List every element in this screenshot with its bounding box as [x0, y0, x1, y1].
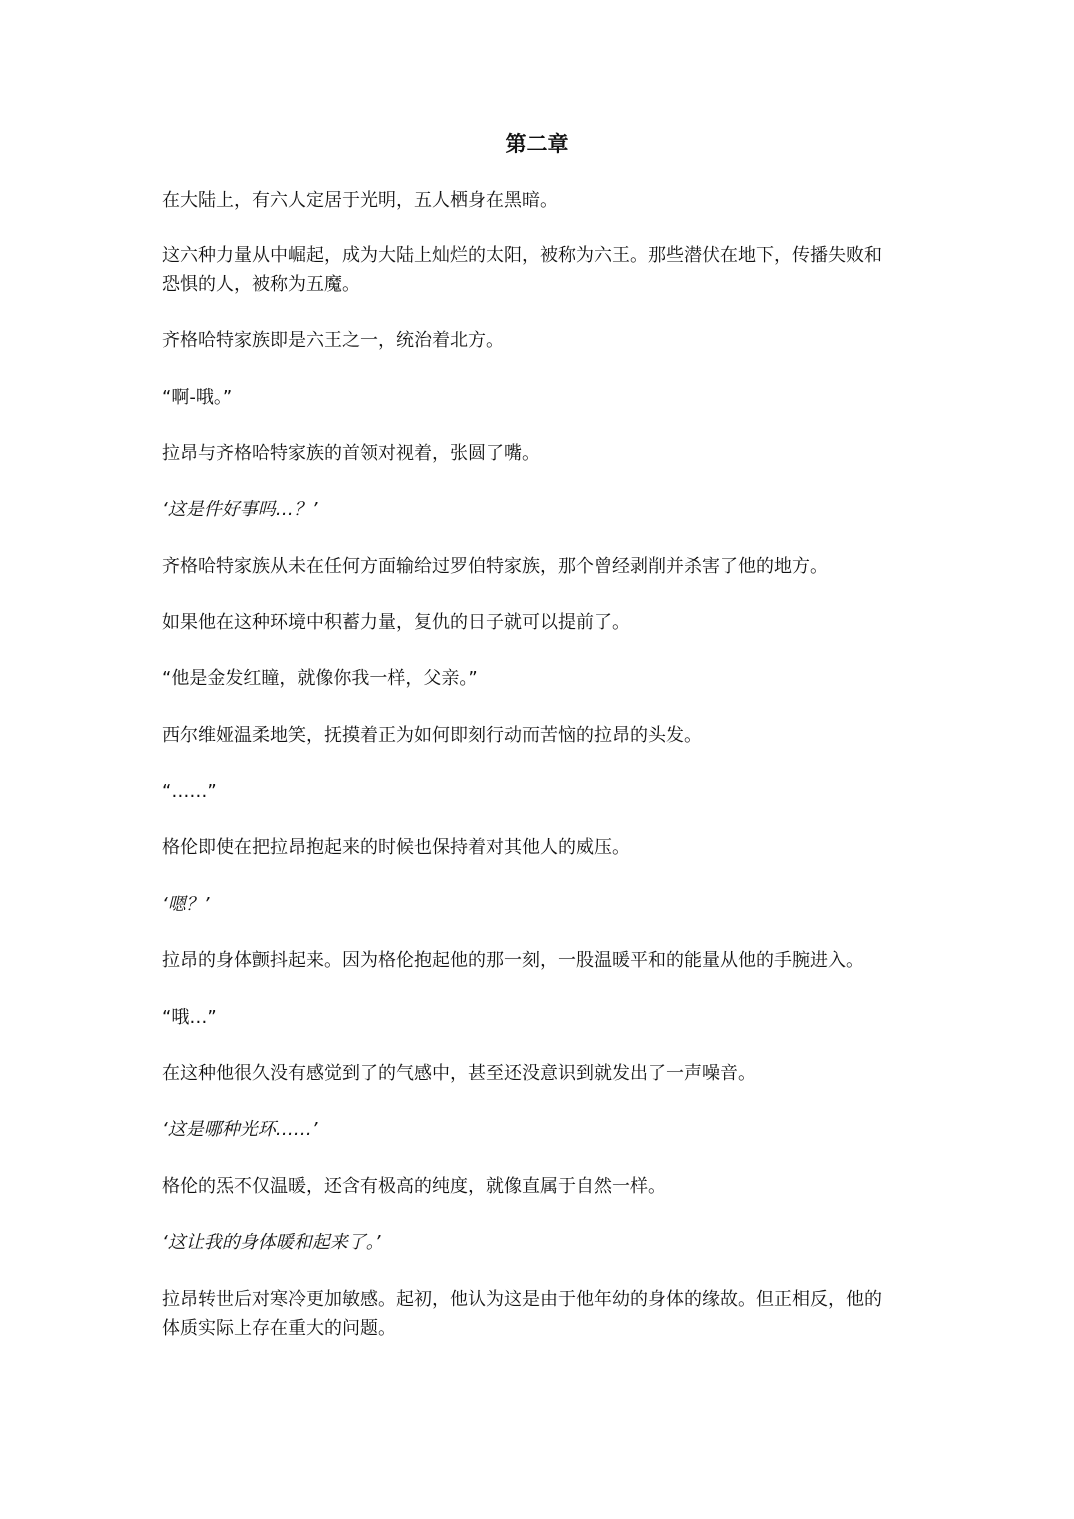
paragraph: 齐格哈特家族即是六王之一，统治着北方。 — [162, 330, 504, 351]
paragraph: 这六种力量从中崛起，成为大陆上灿烂的太阳，被称为六王。那些潜伏在地下，传播失败和 — [162, 245, 882, 266]
paragraph: 格伦即使在把拉昂抱起来的时候也保持着对其他人的威压。 — [162, 837, 630, 858]
paragraph: 如果他在这种环境中积蓄力量，复仇的日子就可以提前了。 — [162, 612, 630, 633]
paragraph: 体质实际上存在重大的问题。 — [162, 1318, 396, 1339]
paragraph-thought: ‘这是件好事吗…？’ — [162, 499, 318, 520]
paragraph-thought: ‘嗯？’ — [162, 894, 210, 915]
paragraph: “他是金发红瞳，就像你我一样，父亲。” — [162, 668, 478, 689]
paragraph: 拉昂与齐格哈特家族的首领对视着，张圆了嘴。 — [162, 443, 540, 464]
paragraph: “啊-哦。” — [162, 387, 233, 408]
paragraph: 西尔维娅温柔地笑，抚摸着正为如何即刻行动而苦恼的拉昂的头发。 — [162, 725, 702, 746]
paragraph: 格伦的炁不仅温暖，还含有极高的纯度，就像直属于自然一样。 — [162, 1176, 666, 1197]
paragraph: 在这种他很久没有感觉到了的气感中，甚至还没意识到就发出了一声噪音。 — [162, 1063, 756, 1084]
chapter-title: 第二章 — [505, 132, 569, 156]
paragraph-thought: ‘这让我的身体暖和起来了。’ — [162, 1232, 381, 1253]
paragraph-thought: ‘这是哪种光环……’ — [162, 1119, 318, 1140]
paragraph: “……” — [162, 781, 217, 802]
paragraph: 恐惧的人，被称为五魔。 — [162, 274, 360, 295]
paragraph: 齐格哈特家族从未在任何方面输给过罗伯特家族，那个曾经剥削并杀害了他的地方。 — [162, 556, 828, 577]
paragraph: 在大陆上，有六人定居于光明，五人栖身在黑暗。 — [162, 190, 558, 211]
paragraph: 拉昂的身体颤抖起来。因为格伦抱起他的那一刻，一股温暖平和的能量从他的手腕进入。 — [162, 950, 864, 971]
paragraph: 拉昂转世后对寒冷更加敏感。起初，他认为这是由于他年幼的身体的缘故。但正相反，他的 — [162, 1289, 882, 1310]
paragraph: “哦…” — [162, 1007, 217, 1028]
